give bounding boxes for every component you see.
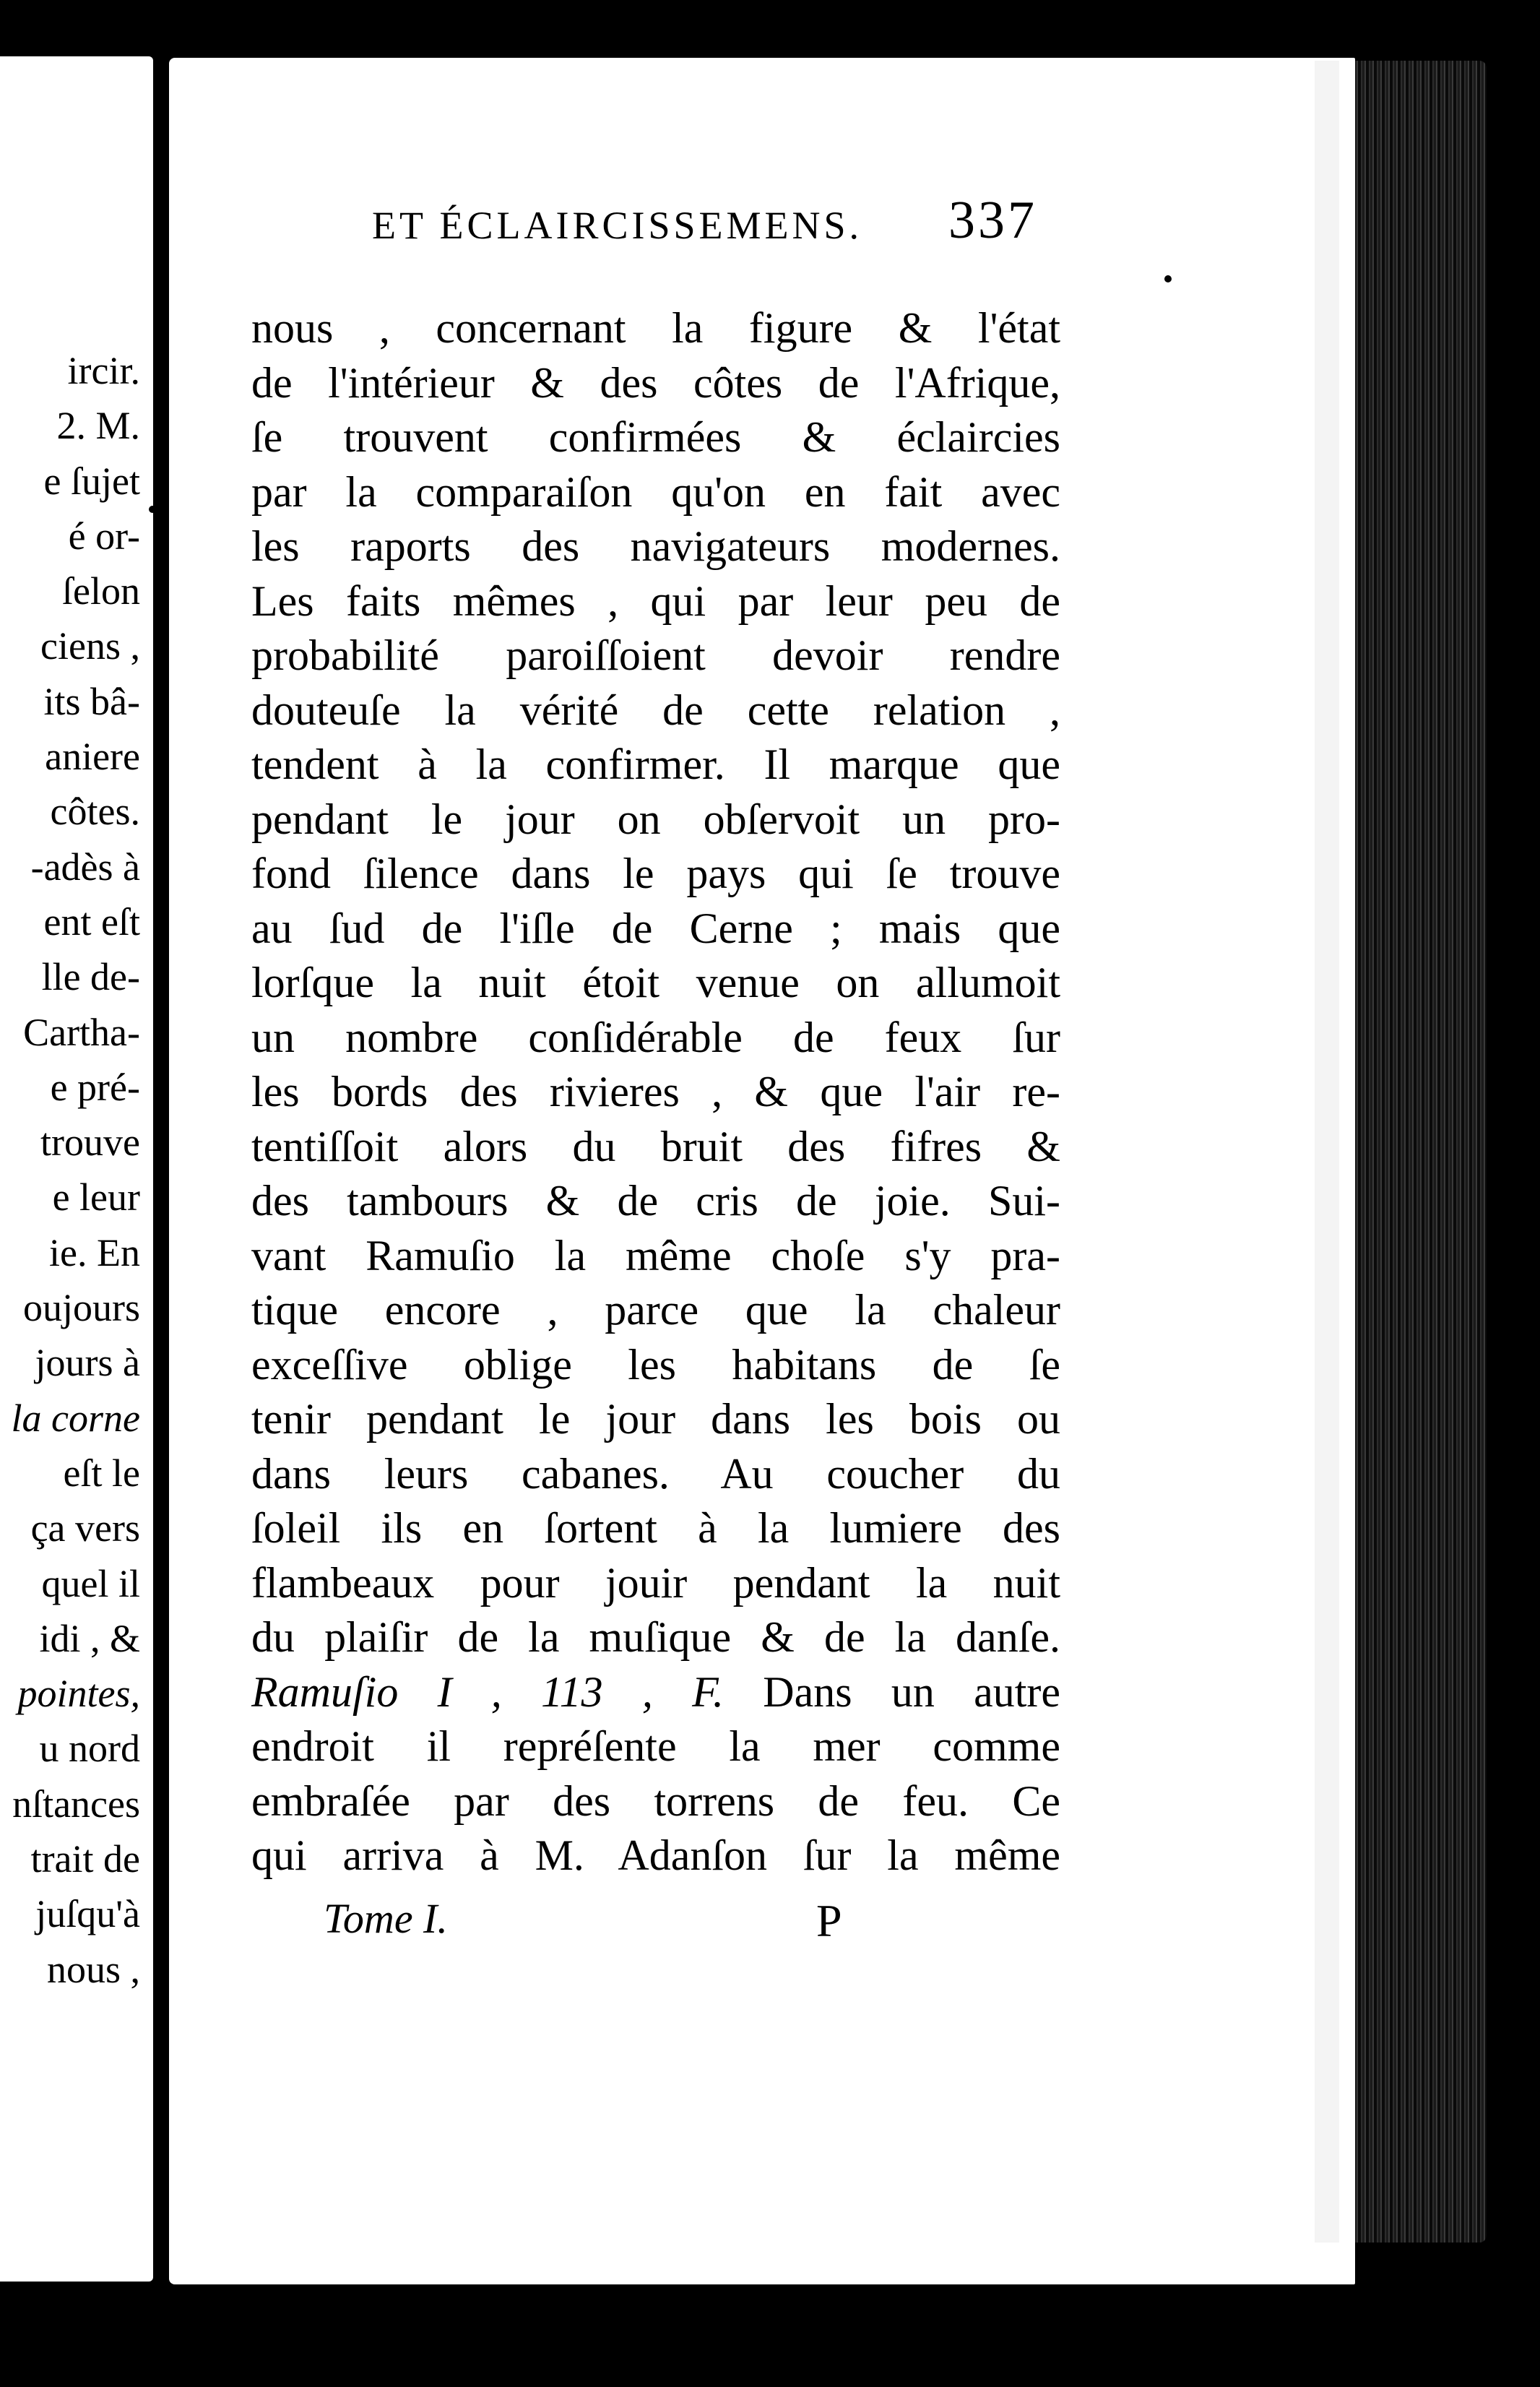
body-line: exceſſive oblige les habitans de ſe	[251, 1340, 1060, 1389]
ink-speck	[149, 506, 156, 513]
body-line: Les faits mêmes , qui par leur peu de	[251, 577, 1060, 625]
body-line: vant Ramuſio la même choſe s'y pra-	[251, 1231, 1060, 1279]
body-line: nous , concernant la figure & l'état	[251, 304, 1060, 352]
body-line: ſe trouvent confirmées & éclaircies	[251, 413, 1060, 461]
page-edge-margin	[1315, 61, 1339, 2243]
left-page-line: its bâ-	[43, 679, 140, 723]
left-page-line: e leur	[52, 1175, 140, 1220]
signature-mark: P	[816, 1895, 842, 1946]
citation: Ramuſio I , 113 , F.	[251, 1667, 724, 1716]
body-line: tendent à la confirmer. Il marque que	[251, 741, 1060, 788]
left-page-line: trouve	[40, 1121, 140, 1165]
left-page-line: ircir.	[67, 349, 140, 392]
left-page-line: pointes,	[17, 1672, 140, 1716]
body-line: les bords des rivieres , & que l'air re-	[251, 1068, 1060, 1115]
body-line: pendant le jour on obſervoit un pro-	[251, 795, 1060, 843]
body-line: de l'intérieur & des côtes de l'Afrique,	[251, 358, 1060, 407]
left-page-line: nous ,	[46, 1947, 140, 1991]
left-page-line: u nord	[39, 1727, 140, 1771]
left-page-line: nſtances	[12, 1782, 140, 1826]
left-page-line: quel il	[41, 1561, 140, 1605]
body-line: probabilité paroiſſoient devoir rendre	[251, 631, 1060, 679]
body-line: ſoleil ils en ſortent à la lumiere des	[251, 1504, 1060, 1552]
ink-speck	[1164, 275, 1172, 282]
left-page-line: juſqu'à	[35, 1892, 140, 1936]
body-line: tenir pendant le jour dans les bois ou	[251, 1395, 1060, 1443]
page-footer	[318, 1894, 968, 1952]
left-page-line: lle de-	[41, 955, 140, 999]
running-title: ET ÉCLAIRCISSEMENS.	[372, 204, 863, 247]
body-line: lorſque la nuit étoit venue on allumoit	[251, 959, 1060, 1006]
left-page-line: -adès à	[30, 845, 140, 889]
left-page-line: ent eſt	[43, 899, 140, 944]
left-page-fragment	[0, 56, 153, 2282]
citation-continuation: Dans un autre	[724, 1667, 1060, 1716]
body-text	[251, 301, 1060, 1883]
body-line: douteuſe la vérité de cette relation ,	[251, 686, 1060, 734]
volume-label: Tome I.	[324, 1895, 448, 1942]
left-page-line: jours à	[35, 1341, 140, 1385]
body-line: les raports des navigateurs modernes.	[251, 522, 1060, 570]
left-page-line: e ſujet	[43, 459, 140, 503]
body-line: des tambours & de cris de joie. Sui-	[251, 1177, 1060, 1225]
left-page-line: la corne	[11, 1396, 140, 1440]
left-page-line: aniere	[45, 735, 140, 779]
left-page-text	[12, 343, 140, 1997]
left-page-line: côtes.	[50, 790, 140, 834]
left-page-line: Cartha-	[23, 1010, 140, 1054]
body-line: tentiſſoit alors du bruit des fifres &	[251, 1122, 1060, 1170]
page-number: 337	[948, 191, 1037, 250]
running-head	[191, 184, 1058, 264]
left-page-line: ciens ,	[40, 624, 140, 668]
body-line: endroit il repréſente la mer comme	[251, 1722, 1060, 1770]
left-page-line: eſt le	[63, 1451, 140, 1495]
body-line: au ſud de l'iſle de Cerne ; mais que	[251, 904, 1060, 952]
body-line: tique encore , parce que la chaleur	[251, 1286, 1060, 1334]
body-line: dans leurs cabanes. Au coucher du	[251, 1449, 1060, 1498]
body-line: un nombre conſidérable de feux ſur	[251, 1013, 1060, 1061]
left-page-line: ça vers	[30, 1506, 140, 1550]
body-line: par la comparaiſon qu'on en fait avec	[251, 467, 1060, 516]
body-line: du plaiſir de la muſique & de la danſe.	[251, 1613, 1060, 1661]
body-line: fond ſilence dans le pays qui ſe trouve	[251, 850, 1060, 897]
left-page-line: é or-	[68, 514, 140, 558]
book-gutter	[153, 43, 169, 2297]
left-page-line: e pré-	[50, 1065, 140, 1109]
left-page-line: idi , &	[39, 1616, 140, 1660]
body-line: flambeaux pour jouir pendant la nuit	[251, 1558, 1060, 1607]
left-page-line: ſelon	[62, 569, 140, 613]
body-line	[251, 1665, 1060, 1720]
body-line: embraſée par des torrens de feu. Ce	[251, 1777, 1060, 1825]
left-page-line: oujours	[23, 1286, 140, 1330]
left-page-line: ie. En	[49, 1230, 140, 1274]
left-page-line: 2. M.	[56, 404, 140, 448]
left-page-line: trait de	[30, 1837, 140, 1881]
body-line: qui arriva à M. Adanſon ſur la même	[251, 1831, 1060, 1879]
